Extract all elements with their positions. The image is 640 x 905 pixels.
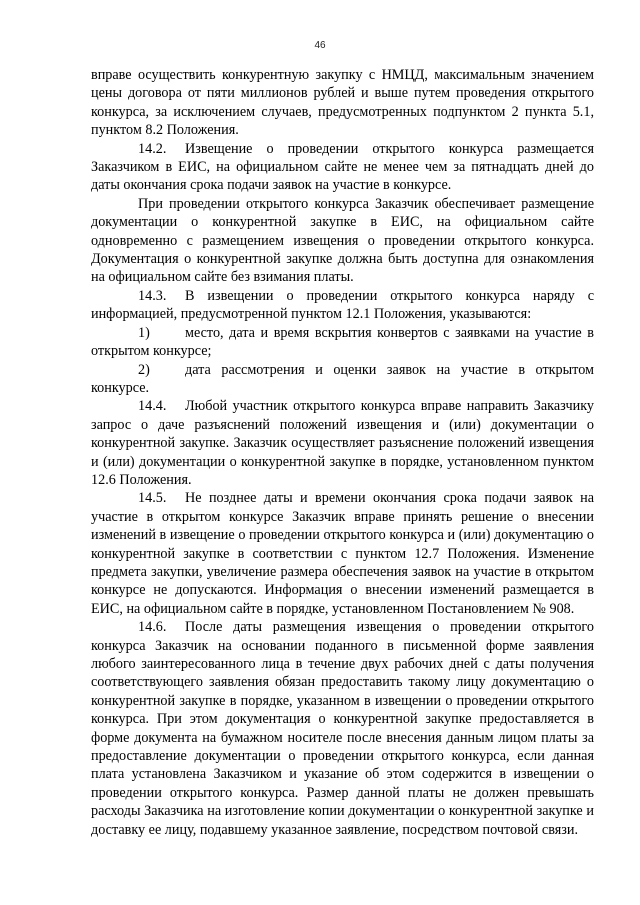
paragraph-14-2-cont xyxy=(91,195,594,287)
paragraph-number: 14.4. xyxy=(138,398,167,415)
paragraph-number: 14.6. xyxy=(138,619,167,636)
list-item-text: дата рассмотрения и оценки заявок на участие в открытом конкурсе. xyxy=(91,361,594,396)
paragraph-number: 14.2. xyxy=(138,140,167,157)
paragraph-14-4 xyxy=(91,397,594,489)
paragraph-continuation xyxy=(91,66,594,140)
paragraph-14-5 xyxy=(91,489,594,618)
list-item-number: 2) xyxy=(138,361,150,378)
list-item-1 xyxy=(91,324,594,361)
paragraph-14-3 xyxy=(91,287,594,324)
paragraph-text: Любой участник открытого конкурса вправе направить Заказчику запрос о даче разъяснений положений извещения и (или) документации о конкурентной закупке. Заказчик осуществляет разъяснение положений извещения и (или) документации о конкурентной закупке в порядке, установленном пунктом 12.6 Положения. xyxy=(91,398,594,488)
list-item-number: 1) xyxy=(138,324,150,341)
paragraph-text: После даты размещения извещения о проведении открытого конкурса Заказчик на основании поданного в письменной форме заявления любого заинтересованного лица в течение двух рабочих дней с даты получения соответствующего заявления обязан предоставить такому лицу документацию о конкурентной закупке в порядке, указанном в извещении о проведении открытого конкурса. При этом документация о конкурентной закупке предоставляется в форме документа на бумажном носителе после внесения данным лицом платы за предоставление документации о проведении открытого конкурса, если данная плата установлена Заказчиком и указание об этом содержится в извещении о проведении открытого конкурса. Размер данной платы не должен превышать расходы Заказчика на изготовление копии документации о конкурентной закупке и доставку ее лицу, подавшему указанное заявление, посредством почтовой связи. xyxy=(91,619,594,838)
list-item-text: место, дата и время вскрытия конвертов с заявками на участие в открытом конкурсе; xyxy=(91,324,594,360)
paragraph-text: При проведении открытого конкурса Заказчик обеспечивает размещение документации о конкурентной закупке в ЕИС, на официальном сайте одновременно с размещением извещения о проведении открытого конкурса. Документация о конкурентной закупке должна быть доступна для ознакомления на официальном сайте без взимания платы. xyxy=(91,195,594,286)
paragraph-14-6 xyxy=(91,618,594,839)
paragraph-text: В извещении о проведении открытого конкурса наряду с информацией, предусмотренной пунктом 12.1 Положения, указываются: xyxy=(91,287,594,323)
paragraph-text: Извещение о проведении открытого конкурса размещается Заказчиком в ЕИС, на официальном сайте не менее чем за пятнадцать дней до даты окончания срока подачи заявок на участие в конкурсе. xyxy=(91,140,594,194)
page-number: 46 xyxy=(314,40,326,51)
list-item-2 xyxy=(91,361,594,398)
document-body xyxy=(91,66,594,839)
paragraph-number: 14.5. xyxy=(138,490,167,507)
paragraph-text: вправе осуществить конкурентную закупку с НМЦД, максимальным значением цены договора от пяти миллионов рублей и выше путем проведения открытого конкурса, за исключением случаев, предусмотренных подпунктом 2 пункта 5.1, пунктом 8.2 Положения. xyxy=(91,67,594,139)
paragraph-14-2 xyxy=(91,140,594,195)
paragraph-text: Не позднее даты и времени окончания срока подачи заявок на участие в открытом конкурсе Заказчик вправе принять решение о внесении изменений в извещение о проведении открытого конкурса и (или) документацию о конкурентной закупке в соответствии с пунктом 12.7 Положения. Изменение предмета закупки, увеличение размера обеспечения заявок на участие в открытом конкурсе не допускаются. Информация о внесении изменений размещается в ЕИС, на официальном сайте в порядке, установленном Постановлением № 908. xyxy=(91,490,594,617)
paragraph-number: 14.3. xyxy=(138,287,167,304)
